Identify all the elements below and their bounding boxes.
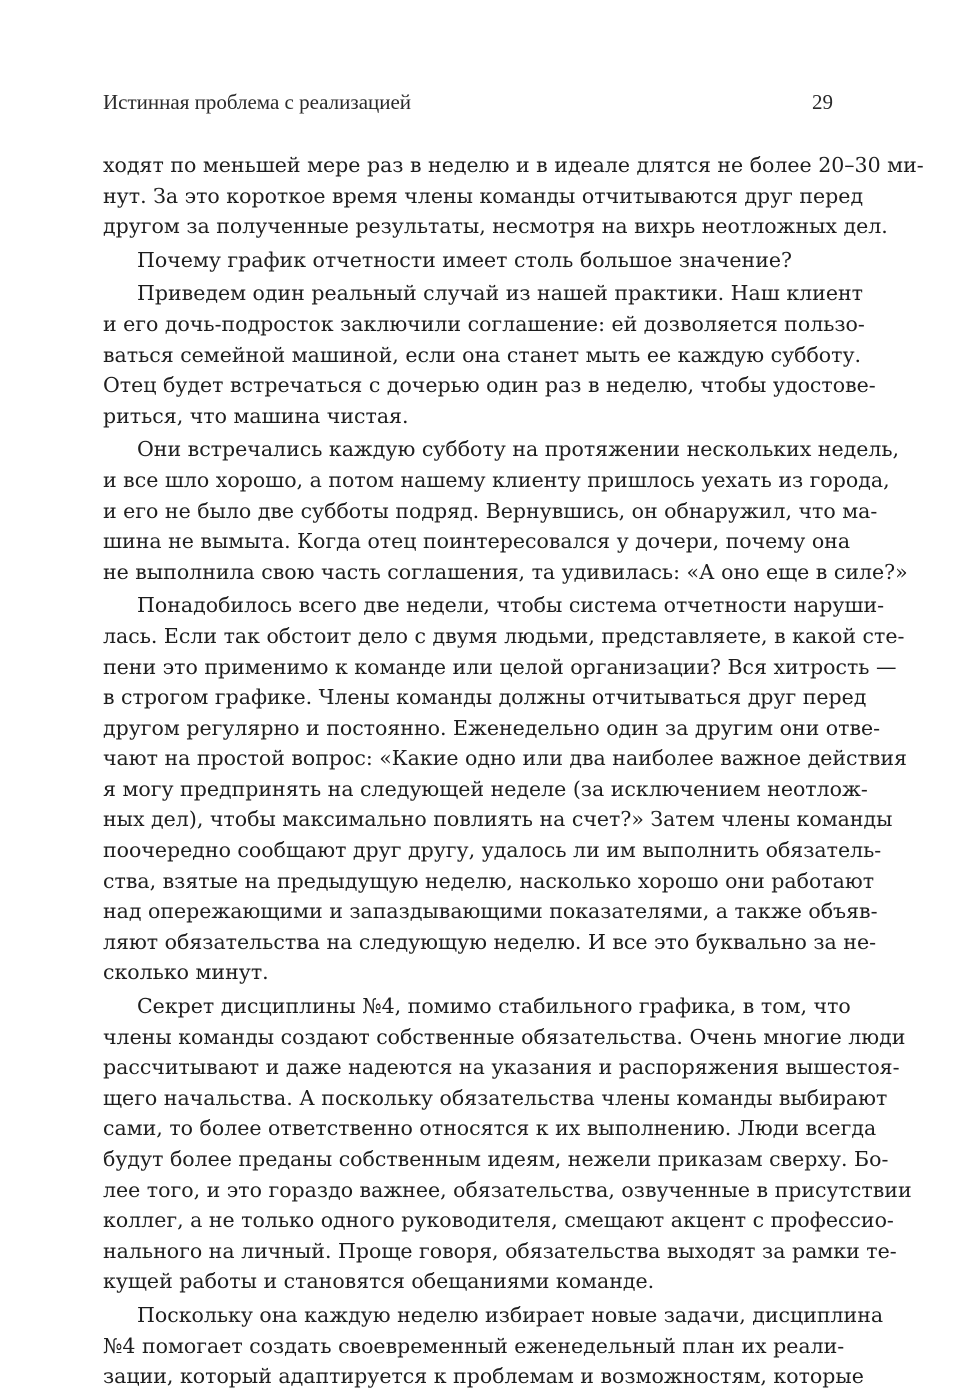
text-line: поочередно сообщают друг другу, удалось ли им выполнить обязатель-	[103, 838, 882, 863]
text-line: Отец будет встречаться с дочерью один раз в неделю, чтобы удостове-	[103, 373, 876, 398]
paragraph	[103, 434, 908, 587]
text-line: лась. Если так обстоит дело с двумя людьми, представляете, в какой сте-	[103, 623, 905, 648]
text-line: чают на простой вопрос: «Какие одно или два наиболее важное действия	[103, 746, 907, 771]
text-line: Понадобилось всего две недели, чтобы система отчетности наруши-	[137, 593, 885, 618]
text-line: рассчитывают и даже надеются на указания и распоряжения вышестоя-	[103, 1055, 900, 1080]
text-line: сколько минут.	[103, 960, 269, 985]
text-line: будут более преданы собственным идеям, нежели приказам сверху. Бо-	[103, 1147, 889, 1171]
text-line: зации, который адаптируется к проблемам и возможностям, которые	[103, 1364, 864, 1389]
running-title: Истинная проблема с реализацией	[103, 90, 412, 114]
text-line: не выполнила свою часть соглашения, та удивилась: «А оно еще в силе?»	[103, 559, 908, 584]
text-line: коллег, а не только одного руководителя, смещают акцент с профессио-	[103, 1208, 894, 1233]
paragraph	[103, 245, 833, 276]
text-line: кущей работы и становятся обещаниями команде.	[103, 1269, 655, 1294]
text-line: над опережающими и запаздывающими показателями, а также объяв-	[103, 899, 878, 924]
text-line: ляют обязательства на следующую неделю. И все это буквально за не-	[103, 929, 877, 954]
paragraph	[103, 991, 912, 1297]
paragraph	[103, 150, 924, 242]
text-line: и его дочь-подросток заключили соглашение: ей дозволяется пользо-	[103, 311, 865, 336]
text-line: №4 помогает создать своевременный еженедельный план их реали-	[103, 1333, 845, 1358]
page-number: 29	[812, 90, 833, 114]
page-header	[103, 90, 833, 115]
text-line: Они встречались каждую субботу на протяжении нескольких недель,	[137, 437, 900, 462]
text-line: щего начальства. А поскольку обязательства члены команды выбирают	[103, 1085, 888, 1110]
text-line: сами, то более ответственно относятся к их выполнению. Люди всегда	[103, 1116, 877, 1141]
text-line: риться, что машина чистая.	[103, 403, 409, 428]
text-line: шина не вымыта. Когда отец поинтересовался у дочери, почему она	[103, 529, 851, 554]
text-line: и его не было две субботы подряд. Вернувшись, он обнаружил, что ма-	[103, 498, 878, 523]
paragraph	[103, 590, 907, 988]
text-line: Приведем один реальный случай из нашей практики. Наш клиент	[137, 281, 863, 306]
text-line: Секрет дисциплины №4, помимо стабильного графика, в том, что	[137, 994, 851, 1019]
body-text	[103, 150, 924, 1395]
text-line: нального на личный. Проще говоря, обязательства выходят за рамки те-	[103, 1238, 897, 1263]
paragraph	[103, 1300, 884, 1392]
text-line: ходят по меньшей мере раз в неделю и в идеале длятся не более 20–30 ми-	[103, 153, 924, 177]
text-line: я могу предпринять на следующей неделе (за исключением неотлож-	[103, 776, 868, 801]
text-line: ваться семейной машиной, если она станет мыть ее каждую субботу.	[103, 342, 862, 367]
text-line: нут. За это короткое время члены команды отчитываются друг перед	[103, 183, 864, 208]
text-line: пени это применимо к команде или целой организации? Вся хитрость —	[103, 654, 897, 679]
text-line: другом за полученные результаты, несмотря на вихрь неотложных дел.	[103, 214, 888, 239]
text-line: члены команды создают собственные обязательства. Очень многие люди	[103, 1024, 906, 1049]
text-line: в строгом графике. Члены команды должны отчитываться друг перед	[103, 685, 867, 710]
text-line: другом регулярно и постоянно. Еженедельно один за другим они отве-	[103, 715, 881, 740]
paragraph	[103, 278, 876, 431]
text-line: Поскольку она каждую неделю избирает новые задачи, дисциплина	[137, 1302, 884, 1327]
text-line: и все шло хорошо, а потом нашему клиенту пришлось уехать из города,	[103, 467, 890, 492]
text-line: ства, взятые на предыдущую неделю, насколько хорошо они работают	[103, 868, 875, 893]
text-line: лее того, и это гораздо важнее, обязательства, озвученные в присутствии	[103, 1177, 912, 1202]
text-line: Почему график отчетности имеет столь большое значение?	[137, 247, 792, 272]
text-line: ных дел), чтобы максимально повлиять на счет?» Затем члены команды	[103, 807, 893, 832]
